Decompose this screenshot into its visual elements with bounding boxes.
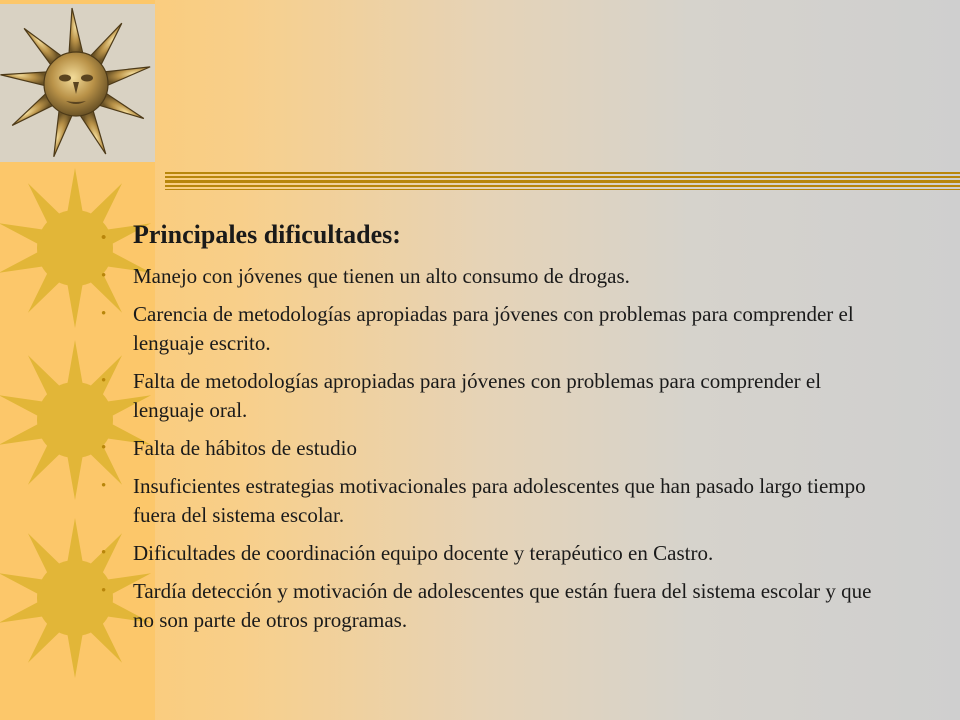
bullet-list bbox=[100, 218, 880, 635]
bullet-icon: • bbox=[101, 583, 107, 599]
list-item: • Falta de metodologías apropiadas para jóvenes con problemas para comprender el lenguaje oral. bbox=[101, 369, 822, 422]
list-item: • Dificultades de coordinación equipo docente y terapéutico en Castro. bbox=[100, 539, 880, 568]
bullet-icon: • bbox=[101, 268, 107, 284]
title-divider bbox=[165, 172, 960, 190]
slide-content bbox=[100, 218, 880, 644]
list-item: • Falta de hábitos de estudio bbox=[100, 434, 880, 463]
list-item: • Tardía detección y motivación de adolescentes que están fuera del sistema escolar y que no son parte de otros programas. bbox=[101, 579, 872, 632]
list-item: • Manejo con jóvenes que tienen un alto consumo de drogas. bbox=[100, 262, 880, 291]
bullet-icon: • bbox=[101, 373, 107, 389]
list-item-heading: • Principales dificultades: bbox=[100, 218, 880, 252]
bullet-icon: • bbox=[101, 545, 107, 561]
bullet-icon: • bbox=[101, 440, 107, 456]
bullet-icon: • bbox=[101, 230, 107, 246]
sun-face-icon bbox=[0, 4, 155, 162]
sun-face-logo bbox=[0, 4, 155, 162]
bullet-icon: • bbox=[101, 306, 107, 322]
bullet-icon: • bbox=[101, 478, 107, 494]
list-item: • Insuficientes estrategias motivacionales para adolescentes que han pasado largo tiempo fuera del sistema escolar. bbox=[101, 474, 866, 527]
list-item: • Carencia de metodologías apropiadas para jóvenes con problemas para comprender el lenguaje escrito. bbox=[101, 302, 854, 355]
